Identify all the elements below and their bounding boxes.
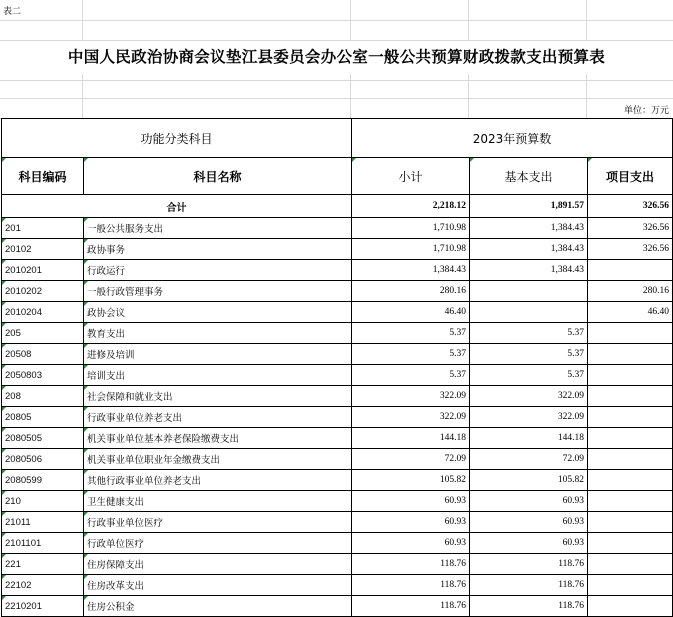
cell-code[interactable]: 2010201 xyxy=(2,260,84,281)
cell-basic[interactable]: 105.82 xyxy=(470,470,588,491)
cell-name[interactable]: 行政单位医疗 xyxy=(84,533,352,554)
cell-project[interactable] xyxy=(588,512,673,533)
total-row xyxy=(2,195,673,218)
cell-project[interactable] xyxy=(588,365,673,386)
cell-name[interactable]: 卫生健康支出 xyxy=(84,491,352,512)
cell-name[interactable]: 一般公共服务支出 xyxy=(84,218,352,239)
cell-code[interactable]: 2080506 xyxy=(2,449,84,470)
table-row xyxy=(2,491,673,512)
cell-project[interactable] xyxy=(588,407,673,428)
header-basic: 基本支出 xyxy=(470,158,588,195)
cell-subtotal[interactable]: 60.93 xyxy=(352,512,470,533)
table-row xyxy=(2,323,673,344)
table-row xyxy=(2,407,673,428)
cell-name[interactable]: 教育支出 xyxy=(84,323,352,344)
cell-project[interactable] xyxy=(588,470,673,491)
cell-project[interactable] xyxy=(588,554,673,575)
cell-subtotal[interactable]: 5.37 xyxy=(352,365,470,386)
cell-code[interactable]: 20508 xyxy=(2,344,84,365)
total-project: 326.56 xyxy=(588,195,673,218)
cell-subtotal[interactable]: 1,384.43 xyxy=(352,260,470,281)
cell-project[interactable] xyxy=(588,449,673,470)
cell-subtotal[interactable]: 322.09 xyxy=(352,407,470,428)
table-row xyxy=(2,344,673,365)
cell-basic[interactable]: 60.93 xyxy=(470,533,588,554)
header-name: 科目名称 xyxy=(84,158,352,195)
cell-basic[interactable]: 60.93 xyxy=(470,491,588,512)
cell-subtotal[interactable]: 118.76 xyxy=(352,575,470,596)
table-row xyxy=(2,365,673,386)
cell-code[interactable]: 2050803 xyxy=(2,365,84,386)
cell-code[interactable]: 2101101 xyxy=(2,533,84,554)
cell-code[interactable]: 205 xyxy=(2,323,84,344)
cell-code[interactable]: 20805 xyxy=(2,407,84,428)
cell-name[interactable]: 社会保障和就业支出 xyxy=(84,386,352,407)
cell-project[interactable]: 46.40 xyxy=(588,302,673,323)
cell-subtotal[interactable]: 5.37 xyxy=(352,323,470,344)
cell-subtotal[interactable]: 1,710.98 xyxy=(352,218,470,239)
cell-basic[interactable]: 118.76 xyxy=(470,596,588,617)
table-row xyxy=(2,554,673,575)
cell-basic[interactable] xyxy=(470,302,588,323)
cell-basic[interactable]: 5.37 xyxy=(470,365,588,386)
header-subtotal: 小计 xyxy=(352,158,470,195)
cell-subtotal[interactable]: 60.93 xyxy=(352,533,470,554)
table-row xyxy=(2,302,673,323)
cell-name[interactable]: 行政事业单位养老支出 xyxy=(84,407,352,428)
cell-code[interactable]: 2010202 xyxy=(2,281,84,302)
table-row xyxy=(2,239,673,260)
cell-project[interactable] xyxy=(588,596,673,617)
header-functional-class: 功能分类科目 xyxy=(2,119,352,158)
cell-name[interactable]: 一般行政管理事务 xyxy=(84,281,352,302)
cell-code[interactable]: 22102 xyxy=(2,575,84,596)
sheet-label: 表二 xyxy=(3,7,22,17)
cell-basic[interactable]: 144.18 xyxy=(470,428,588,449)
cell-code[interactable]: 210 xyxy=(2,491,84,512)
cell-project[interactable] xyxy=(588,386,673,407)
cell-code[interactable]: 2210201 xyxy=(2,596,84,617)
total-basic: 1,891.57 xyxy=(470,195,588,218)
cell-subtotal[interactable]: 5.37 xyxy=(352,344,470,365)
cell-subtotal[interactable]: 105.82 xyxy=(352,470,470,491)
cell-basic[interactable]: 5.37 xyxy=(470,323,588,344)
cell-project[interactable] xyxy=(588,533,673,554)
cell-basic[interactable]: 118.76 xyxy=(470,554,588,575)
cell-basic[interactable]: 1,384.43 xyxy=(470,239,588,260)
budget-table xyxy=(1,118,673,617)
table-row xyxy=(2,512,673,533)
table-row xyxy=(2,575,673,596)
header-row-1 xyxy=(2,119,673,158)
cell-code[interactable]: 20102 xyxy=(2,239,84,260)
cell-subtotal[interactable]: 1,710.98 xyxy=(352,239,470,260)
cell-name[interactable]: 机关事业单位基本养老保险缴费支出 xyxy=(84,428,352,449)
cell-basic[interactable]: 72.09 xyxy=(470,449,588,470)
cell-subtotal[interactable]: 46.40 xyxy=(352,302,470,323)
cell-subtotal[interactable]: 60.93 xyxy=(352,491,470,512)
cell-subtotal[interactable]: 280.16 xyxy=(352,281,470,302)
cell-code[interactable]: 21011 xyxy=(2,512,84,533)
table-row xyxy=(2,428,673,449)
table-row xyxy=(2,281,673,302)
table-row xyxy=(2,218,673,239)
cell-basic[interactable]: 60.93 xyxy=(470,512,588,533)
cell-code[interactable]: 201 xyxy=(2,218,84,239)
total-label: 合计 xyxy=(2,195,352,218)
cell-project[interactable] xyxy=(588,344,673,365)
header-row-2 xyxy=(2,158,673,195)
cell-code[interactable]: 208 xyxy=(2,386,84,407)
cell-project[interactable] xyxy=(588,323,673,344)
cell-basic[interactable] xyxy=(470,281,588,302)
cell-name[interactable]: 住房公积金 xyxy=(84,596,352,617)
cell-project[interactable] xyxy=(588,491,673,512)
cell-subtotal[interactable]: 72.09 xyxy=(352,449,470,470)
cell-project[interactable] xyxy=(588,428,673,449)
cell-project[interactable] xyxy=(588,575,673,596)
cell-project[interactable]: 326.56 xyxy=(588,218,673,239)
table-row xyxy=(2,596,673,617)
table-row xyxy=(2,260,673,281)
cell-basic[interactable]: 1,384.43 xyxy=(470,260,588,281)
cell-name[interactable]: 进修及培训 xyxy=(84,344,352,365)
cell-subtotal[interactable]: 118.76 xyxy=(352,554,470,575)
cell-subtotal[interactable]: 322.09 xyxy=(352,386,470,407)
table-row xyxy=(2,533,673,554)
cell-name[interactable]: 培训支出 xyxy=(84,365,352,386)
cell-subtotal[interactable]: 118.76 xyxy=(352,596,470,617)
unit-label: 单位：万元 xyxy=(623,106,669,116)
cell-basic[interactable]: 322.09 xyxy=(470,407,588,428)
total-subtotal: 2,218.12 xyxy=(352,195,470,218)
cell-code[interactable]: 2010204 xyxy=(2,302,84,323)
cell-name[interactable]: 住房改革支出 xyxy=(84,575,352,596)
cell-basic[interactable]: 5.37 xyxy=(470,344,588,365)
page-title: 中国人民政治协商会议垫江县委员会办公室一般公共预算财政拨款支出预算表 xyxy=(67,48,606,66)
table-row xyxy=(2,449,673,470)
cell-basic[interactable]: 322.09 xyxy=(470,386,588,407)
table-row xyxy=(2,386,673,407)
header-project: 项目支出 xyxy=(588,158,673,195)
cell-code[interactable]: 221 xyxy=(2,554,84,575)
table-row xyxy=(2,470,673,491)
cell-project[interactable] xyxy=(588,260,673,281)
header-budget-year: 2023年预算数 xyxy=(352,119,673,158)
cell-basic[interactable]: 1,384.43 xyxy=(470,218,588,239)
cell-code[interactable]: 2080505 xyxy=(2,428,84,449)
cell-name[interactable]: 行政运行 xyxy=(84,260,352,281)
cell-name[interactable]: 其他行政事业单位养老支出 xyxy=(84,470,352,491)
cell-name[interactable]: 政协会议 xyxy=(84,302,352,323)
cell-name[interactable]: 行政事业单位医疗 xyxy=(84,512,352,533)
cell-project[interactable]: 326.56 xyxy=(588,239,673,260)
cell-project[interactable]: 280.16 xyxy=(588,281,673,302)
cell-basic[interactable]: 118.76 xyxy=(470,575,588,596)
cell-code[interactable]: 2080599 xyxy=(2,470,84,491)
cell-subtotal[interactable]: 144.18 xyxy=(352,428,470,449)
cell-name[interactable]: 机关事业单位职业年金缴费支出 xyxy=(84,449,352,470)
cell-name[interactable]: 住房保障支出 xyxy=(84,554,352,575)
header-code: 科目编码 xyxy=(2,158,84,195)
cell-name[interactable]: 政协事务 xyxy=(84,239,352,260)
